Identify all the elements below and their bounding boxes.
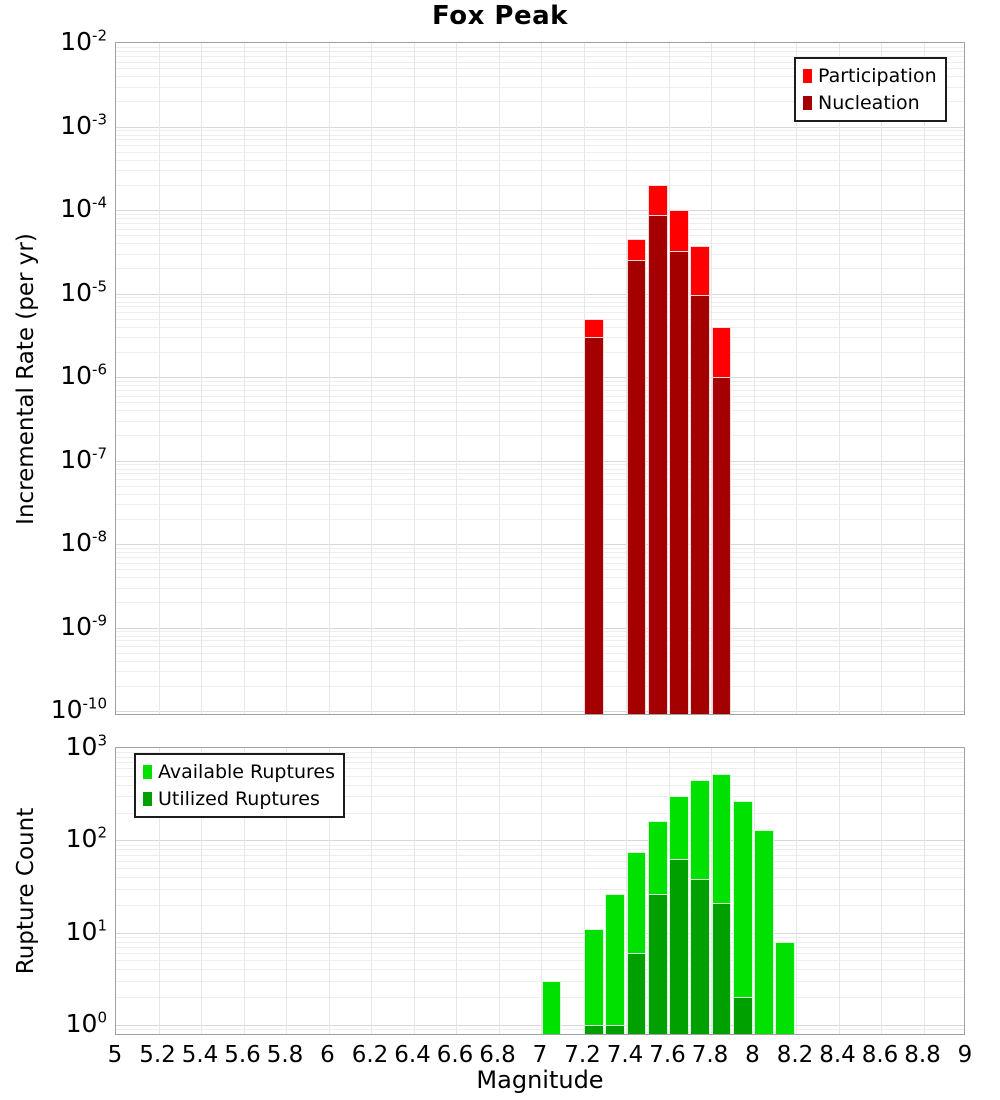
vertical-gridline: [839, 43, 840, 714]
nucleation-marker-icon: [803, 96, 812, 110]
y-tick-label: $10^{-10}$: [50, 694, 107, 724]
x-tick-label: 8: [745, 1042, 760, 1068]
y-tick-label: $10^{-4}$: [60, 193, 107, 223]
vertical-gridline: [371, 748, 372, 1034]
x-axis-title: Magnitude: [476, 1066, 604, 1094]
vertical-gridline: [371, 43, 372, 714]
bar-utilized-ruptures: [690, 879, 710, 1035]
bar-nucleation: [648, 215, 668, 715]
y-tick-label: $10^{-8}$: [60, 527, 107, 557]
x-tick-label: 9: [957, 1042, 973, 1068]
bar-available-ruptures: [542, 981, 562, 1035]
legend-rate: [794, 57, 947, 122]
legend-label-available: Available Ruptures: [158, 761, 335, 783]
vertical-gridline: [329, 43, 330, 714]
bar-utilized-ruptures: [605, 1025, 625, 1035]
x-tick-label: 6.2: [351, 1042, 389, 1068]
bar-nucleation: [627, 260, 647, 715]
vertical-gridline: [414, 748, 415, 1034]
x-tick-label: 7.4: [606, 1042, 644, 1068]
participation-marker-icon: [803, 69, 812, 83]
x-tick-label: 5: [107, 1042, 123, 1068]
vertical-gridline: [244, 43, 245, 714]
bar-nucleation: [669, 251, 689, 715]
y-axis-title-count: [0, 747, 52, 1035]
x-tick-label: 5.4: [181, 1042, 219, 1068]
y-tick-label: $10^{-7}$: [60, 444, 107, 474]
x-tick-label: 8.4: [819, 1042, 856, 1068]
y-tick-label: $10^{-6}$: [60, 360, 107, 390]
bar-available-ruptures: [605, 894, 625, 1035]
y-tick-label: $10^2$: [65, 823, 107, 854]
vertical-gridline: [796, 43, 797, 714]
utilized-ruptures-marker-icon: [143, 792, 152, 806]
x-tick-label: 8.8: [904, 1042, 941, 1068]
x-tick-label: 6: [320, 1042, 335, 1068]
y-axis-title-count-text: Rupture Count: [13, 807, 39, 975]
chart-title: Fox Peak: [432, 1, 568, 31]
vertical-gridline: [414, 43, 415, 714]
legend-label-utilized: Utilized Ruptures: [158, 788, 320, 810]
available-ruptures-marker-icon: [143, 765, 152, 779]
y-tick-label: $10^{-9}$: [60, 611, 107, 641]
x-tick-label: 7.2: [564, 1042, 601, 1068]
bar-nucleation: [584, 337, 604, 715]
x-tick-label: 5.2: [139, 1042, 176, 1068]
bar-utilized-ruptures: [627, 953, 647, 1035]
vertical-gridline: [456, 748, 457, 1034]
bar-available-ruptures: [775, 942, 795, 1035]
x-tick-label: 5.8: [266, 1042, 304, 1068]
vertical-gridline: [839, 748, 840, 1034]
vertical-gridline: [796, 748, 797, 1034]
x-tick-label: 5.6: [224, 1042, 261, 1068]
legend-item-utilized: [143, 786, 335, 812]
legend-label-participation: Participation: [818, 65, 937, 87]
y-tick-label: $10^{-2}$: [60, 26, 107, 56]
bar-utilized-ruptures: [712, 903, 732, 1035]
bar-nucleation: [690, 295, 710, 715]
bar-utilized-ruptures: [584, 1025, 604, 1035]
x-tick-label: 6.4: [394, 1042, 431, 1068]
vertical-gridline: [201, 43, 202, 714]
incremental-rate-plot: [115, 42, 965, 715]
x-tick-label: 8.6: [861, 1042, 899, 1068]
vertical-gridline: [881, 748, 882, 1034]
x-tick-label: 7.6: [649, 1042, 686, 1068]
y-tick-label: $10^3$: [65, 731, 107, 761]
y-axis-title-rate-text: Incremental Rate (per yr): [13, 232, 40, 525]
vertical-gridline: [924, 748, 925, 1034]
vertical-gridline: [924, 43, 925, 714]
legend-item-participation: [803, 63, 937, 89]
legend-count: [134, 753, 345, 818]
bar-utilized-ruptures: [733, 997, 753, 1035]
y-tick-label: $10^0$: [65, 1008, 107, 1038]
x-tick-label: 6.8: [479, 1042, 516, 1068]
vertical-gridline: [499, 748, 500, 1034]
bar-utilized-ruptures: [669, 859, 689, 1035]
bar-utilized-ruptures: [648, 894, 668, 1035]
bar-available-ruptures: [754, 830, 774, 1035]
legend-label-nucleation: Nucleation: [818, 92, 920, 114]
bar-available-ruptures: [584, 929, 604, 1035]
y-tick-label: $10^{-5}$: [60, 277, 107, 307]
vertical-gridline: [881, 43, 882, 714]
vertical-gridline: [541, 43, 542, 714]
vertical-gridline: [754, 43, 755, 714]
bar-nucleation: [712, 377, 732, 715]
x-tick-label: 7: [532, 1042, 548, 1068]
y-tick-label: $10^{-3}$: [60, 110, 107, 140]
x-tick-label: 6.6: [436, 1042, 474, 1068]
vertical-gridline: [499, 43, 500, 714]
legend-item-nucleation: [803, 90, 937, 116]
vertical-gridline: [286, 43, 287, 714]
y-tick-label: $10^1$: [65, 916, 107, 946]
vertical-gridline: [159, 43, 160, 714]
vertical-gridline: [456, 43, 457, 714]
x-tick-label: 7.8: [691, 1042, 729, 1068]
legend-item-available: [143, 759, 335, 785]
x-tick-label: 8.2: [776, 1042, 814, 1068]
